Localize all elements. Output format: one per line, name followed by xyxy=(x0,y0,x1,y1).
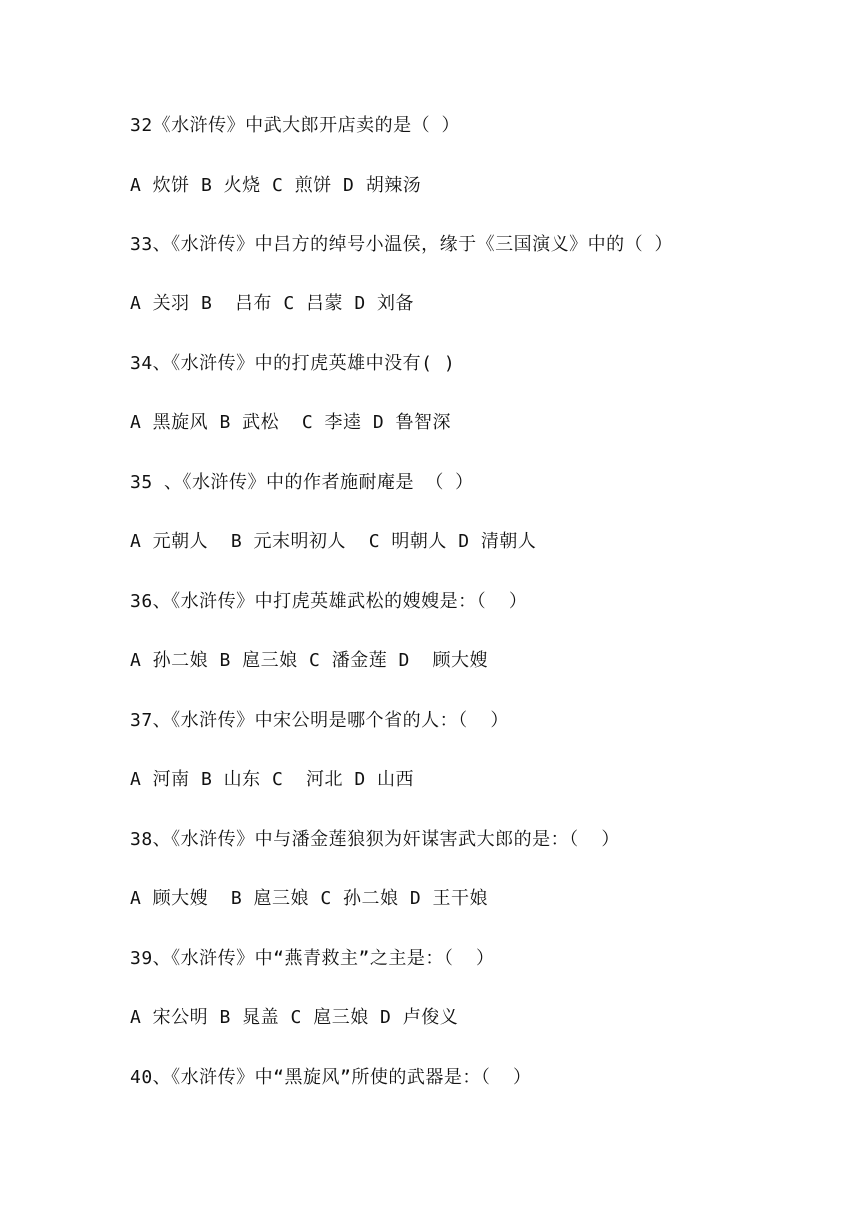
question-32: 32《水浒传》中武大郎开店卖的是（ ） xyxy=(130,115,461,136)
options-35: A 元朝人 B 元末明初人 C 明朝人 D 清朝人 xyxy=(130,531,537,552)
question-33: 33、《水浒传》中吕方的绰号小温侯，缘于《三国演义》中的（ ） xyxy=(130,234,674,255)
question-40: 40、《水浒传》中“黑旋风”所使的武器是：（ ） xyxy=(130,1067,532,1088)
question-38: 38、《水浒传》中与潘金莲狼狈为奸谋害武大郎的是：（ ） xyxy=(130,829,620,850)
options-33: A 关羽 B 吕布 C 吕蒙 D 刘备 xyxy=(130,293,415,314)
question-36: 36、《水浒传》中打虎英雄武松的嫂嫂是：（ ） xyxy=(130,591,528,612)
options-39: A 宋公明 B 晁盖 C 扈三娘 D 卢俊义 xyxy=(130,1007,459,1028)
question-39: 39、《水浒传》中“燕青救主”之主是：（ ） xyxy=(130,948,495,969)
options-32: A 炊饼 B 火烧 C 煎饼 D 胡辣汤 xyxy=(130,175,422,196)
options-34: A 黑旋风 B 武松 C 李逵 D 鲁智深 xyxy=(130,412,452,433)
question-35: 35 、《水浒传》中的作者施耐庵是 （ ） xyxy=(130,472,474,493)
question-34: 34、《水浒传》中的打虎英雄中没有( ) xyxy=(130,353,456,374)
question-37: 37、《水浒传》中宋公明是哪个省的人：（ ） xyxy=(130,710,509,731)
options-38: A 顾大嫂 B 扈三娘 C 孙二娘 D 王干娘 xyxy=(130,888,489,909)
options-37: A 河南 B 山东 C 河北 D 山西 xyxy=(130,769,415,790)
options-36: A 孙二娘 B 扈三娘 C 潘金莲 D 顾大嫂 xyxy=(130,650,489,671)
